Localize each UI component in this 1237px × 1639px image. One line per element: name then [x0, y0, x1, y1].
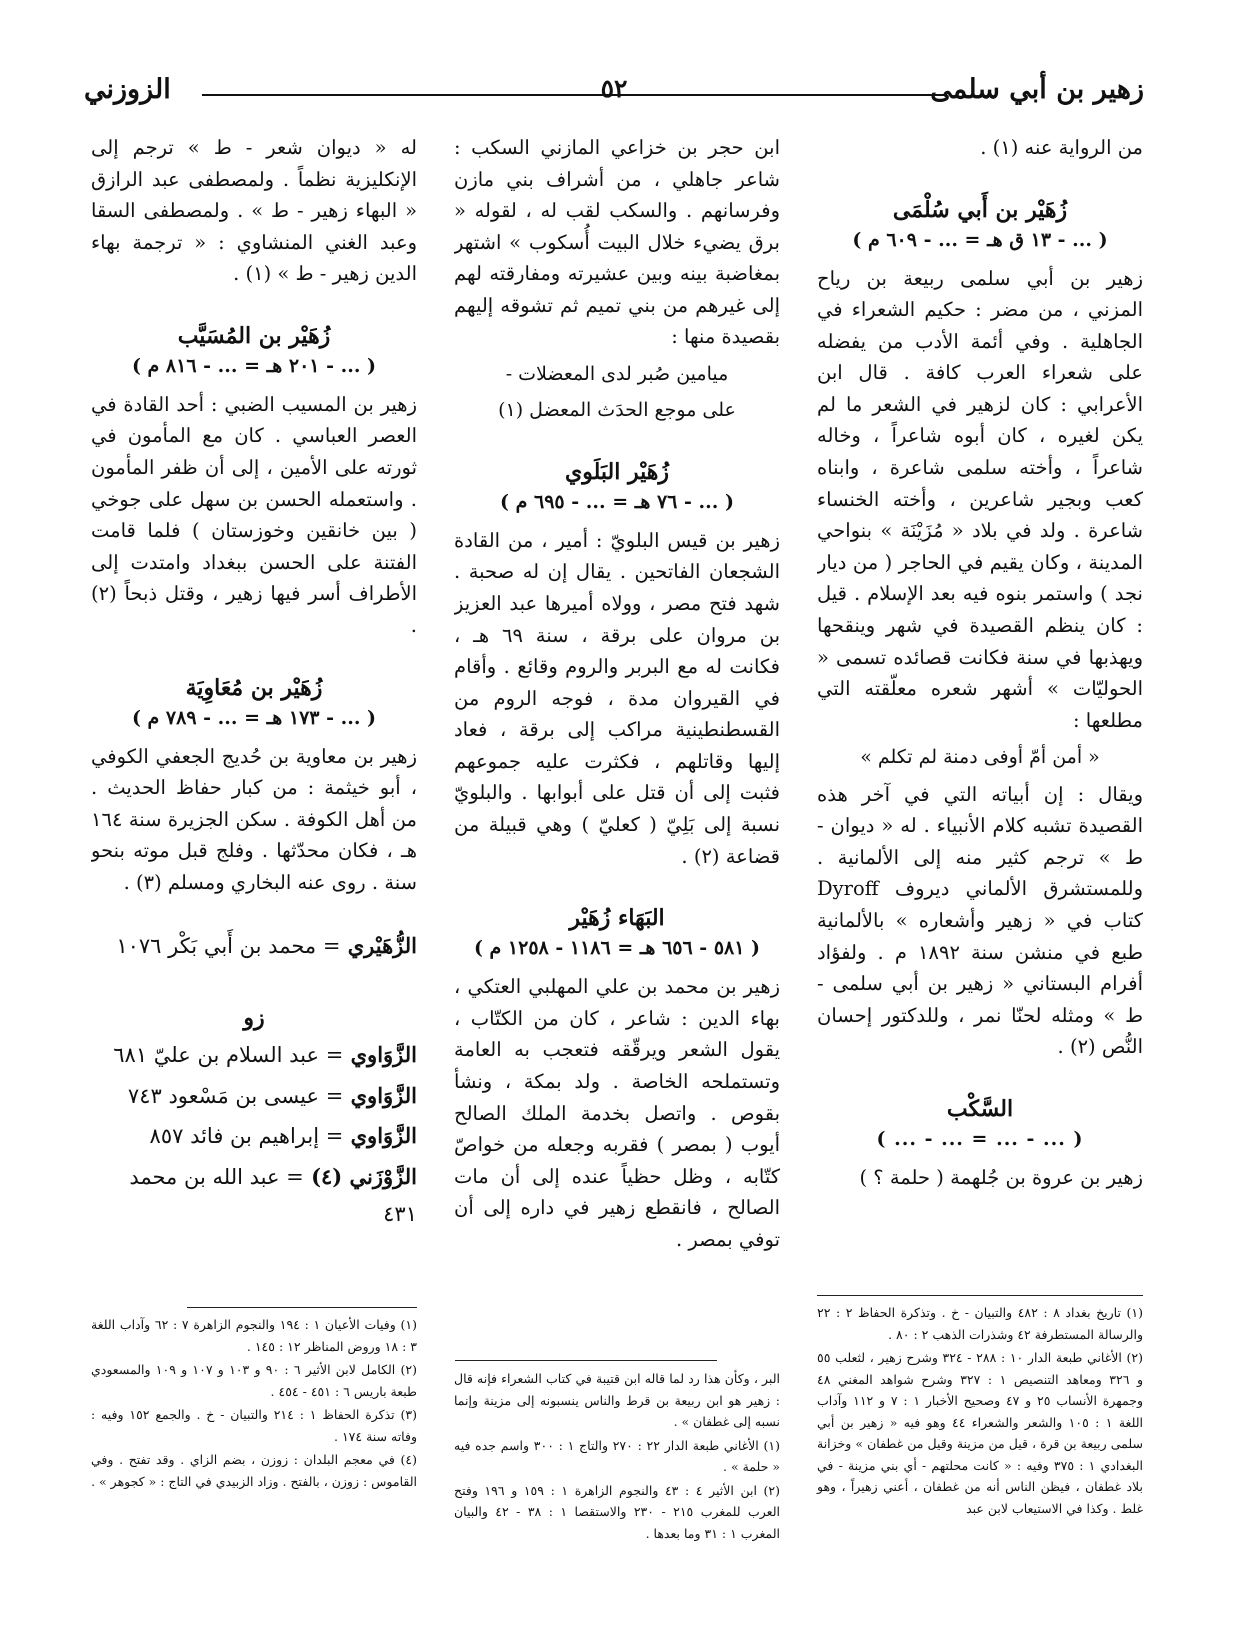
- verse: على موجع الحدَث المعضل (١): [498, 399, 736, 422]
- entry-body: زهير بن أبي سلمى ربيعة بن رياح المزني ، من مضر : حكيم الشعراء في الجاهلية . وفي أئمة الأدب من يفضله على شعراء العرب كافة . قال ابن الأعرابي : كان لزهير في الشعر ما لم يكن لغيره ، كان أبوه شاعراً ، وخاله شاعراً ، وأخته سلمى شاعرة ، وابناه كعب وبجير شاعرين ، وأخته الخنساء شاعرة . ولد في بلاد « مُزَيْنَة » بنواحي المدينة ، وكان يقيم في الحاجر ( من ديار نجد ) واستمر بنوه فيه بعد الإسلام . قيل : كان ينظم القصيدة في شهر وينقحها ويهذبها في سنة فكانت قصائده تسمى « الحوليّات » أشهر شعره معلّقته التي مطلعها :: [817, 266, 1143, 732]
- footnote: (٣) تذكرة الحفاظ ١ : ٢١٤ والتبيان - خ . والجمع ١٥٢ وفيه : وفاته سنة ١٧٤ .: [91, 1407, 417, 1444]
- entry-title: زُهَيْر بن مُعَاوِيَة: [185, 674, 323, 701]
- cross-reference: [91, 1159, 417, 1232]
- xref-term: الزُّهَيْري: [347, 933, 417, 959]
- entry-title: زُهَيْر بن أَبي سُلْمَى: [892, 196, 1068, 223]
- entry-body: ويقال : إن أبياته التي في آخر هذه القصيدة تشبه كلام الأنبياء . له « ديوان - ط » ترجم كثير منه إلى الألمانية . وللمستشرق الألماني ديروف Dyroff كتاب في « زهير وأشعاره » بالألمانية طبع في منشن سنة ١٨٩٢ م . ولفؤاد أفرام البستاني « زهير بن أبي سلمى - ط » ومثله لحنّا نمر ، وللدكتور إحسان النُّص (٢) .: [817, 782, 1143, 1059]
- page-number: ٥٢: [600, 74, 628, 103]
- xref-target: = إبراهيم بن فائد ٨٥٧: [149, 1124, 344, 1149]
- cross-reference: [91, 1037, 417, 1074]
- footnote: (٤) في معجم البلدان : زوزن ، بضم الزاي . وقد تفتح . وفي القاموس : زوزن ، بالفتح . وزاد الزبيدي في التاج : « كجوهر » .: [91, 1452, 417, 1489]
- section-heading: زو: [243, 1005, 265, 1032]
- footnote-rule: [187, 1307, 417, 1308]
- xref-target: = عبد السلام بن عليّ ٦٨١: [113, 1043, 344, 1068]
- entry-dates: ( ... - ٢٠١ هـ = ... - ٨١٦ م ): [131, 354, 377, 377]
- cross-reference: [91, 1078, 417, 1115]
- continued-text: له « ديوان شعر - ط » ترجم إلى الإنكليزية نظماً . ولمصطفى عبد الرازق « البهاء زهير - ط » . ولمصطفى السقا وعبد الغني المنشاوي : « ترجمة بهاء الدين زهير - ط » (١) .: [91, 136, 417, 286]
- cross-reference: [91, 928, 417, 965]
- verse: « أمن أمّ أوفى دمنة لم تكلم »: [860, 746, 1100, 769]
- entry-body: زهير بن عروة بن جُلهمة ( حلمة ؟ ): [859, 1165, 1143, 1189]
- xref-target: = عبد الله بن محمد ٤٣١: [129, 1165, 417, 1226]
- xref-target: = محمد بن أَبي بَكْر ١٠٧٦: [116, 934, 341, 959]
- entry-dates: ( ... - ١٧٣ هـ = ... - ٧٨٩ م ): [131, 706, 377, 729]
- footnote: (١) تاريخ بغداد ٨ : ٤٨٢ والتبيان - خ . وتذكرة الحفاظ ٢ : ٢٢ والرسالة المستطرفة ٤٢ وشذرات الذهب ٢ : ٨٠ .: [817, 1305, 1143, 1342]
- continued-text: ابن حجر بن خزاعي المازني السكب : شاعر جاهلي ، من أشراف بني مازن وفرسانهم . والسكب لقب له ، لقوله « برق يضيء خلال البيت أُسكوب » اشتهر بمغاضبة بينه وبين عشيرته ومفارقته لهم إلى غيرهم من بني تميم ثم تشوقه إليهم بقصيدة منها :: [454, 136, 780, 349]
- entry-dates: ( ... - ١٣ ق هـ = ... - ٦٠٩ م ): [852, 228, 1108, 251]
- footnotes-middle: [454, 1368, 780, 1546]
- footnote: (٢) الكامل لابن الأثير ٦ : ٩٠ و ١٠٣ و ١٠٧ و ١٠٩ والمسعودي طبعة باريس ٦ : ٤٥١ - ٤٥٤ .: [91, 1362, 417, 1399]
- xref-term: الزَّوَاوي: [350, 1123, 417, 1149]
- entry-dates: ( ... - ٧٦ هـ = ... - ٦٩٥ م ): [500, 490, 734, 513]
- column-middle: [454, 132, 780, 1282]
- entry-title: زُهَيْر البَلَوي: [565, 458, 669, 485]
- column-left: [91, 132, 417, 1282]
- footnote: (٢) ابن الأثير ٤ : ٤٣ والنجوم الزاهرة ١ : ١٥٩ و ١٩٦ وفتح العرب للمغرب ٢١٥ - ٢٣٠ والاستقصا ١ : ٣٨ - ٤٢ والبيان المغرب ١ : ٣١ وما بعدها .: [454, 1482, 780, 1541]
- entry-body: زهير بن المسيب الضبي : أحد القادة في العصر العباسي . كان مع المأمون في ثورته على الأمين ، إلى أن ظفر المأمون . واستعمله الحسن بن سهل على جوخي ( بين خانقين وخوزستان ) فلما قامت الفتنة على الحسن ببغداد وامتدت إلى الأطراف أسر فيها زهير ، وقتل ذبحاً (٢) .: [91, 392, 417, 637]
- entry-dates: ( ٥٨١ - ٦٥٦ هـ = ١١٨٦ - ١٢٥٨ م ): [473, 937, 761, 960]
- entry-body: زهير بن محمد بن علي المهلبي العتكي ، بهاء الدين : شاعر ، كان من الكتّاب ، يقول الشعر ويرقّقه فتعجب به العامة وتستملحه الخاصة . ولد بمكة ، ونشأ بقوص . واتصل بخدمة الملك الصالح أيوب ( بمصر ) فقربه وجعله من خواصّ كتّابه ، وظل حظياً عنده إلى أن مات الصالح ، فانقطع زهير في داره إلى أن توفي بمصر .: [454, 975, 780, 1251]
- footnote-rule: [455, 1360, 717, 1361]
- entry-body: زهير بن معاوية بن حُديج الجعفي الكوفي ، أبو خيثمة : من كبار حفاظ الحديث . من أهل الكوفة . سكن الجزيرة سنة ١٦٤ هـ ، فكان محدّثها . وفلج قبل موته بنحو سنة . روى عنه البخاري ومسلم (٣) .: [91, 744, 417, 894]
- footnote: البر ، وكأن هذا رد لما قاله ابن قتيبة في كتاب الشعراء فإنه قال : زهير هو ابن ربيعة بن قرط والناس ينسبونه إلى مزينة وإنما نسبه إلى غطفان » .: [454, 1371, 780, 1429]
- footnotes-left: [91, 1314, 417, 1494]
- xref-term: الزَّوَاوي: [350, 1082, 417, 1108]
- running-title-left: الزوزني: [84, 74, 171, 105]
- xref-term: الزَّوَاوي: [350, 1042, 417, 1068]
- footnote: (٢) الأغاني طبعة الدار ١٠ : ٢٨٨ - ٣٢٤ وشرح زهير ، لثعلب ٥٥ و ٣٢٦ ومعاهد التنصيص ١ : ٣٢٧ وشرح شواهد المغني ٤٨ وجمهرة الأنساب ٢٥ و ٤٧ وصحيح الأخبار ١ : ٧ و ١١٢ وآداب اللغة ١ : ١٠٥ والشعر والشعراء ٤٤ وهو فيه « زهير بن أبي سلمى ربيعة بن قرة ، قيل من مزينة وقيل من غطفان » وخزانة البغدادي ١ : ٣٧٥ وفيه : « كانت محلتهم - أي بني مزينة - في بلاد غطفان ، فيظن الناس أنه من غطفان ، أعني زهيراً ، وهو غلط . وكذا في الاستيعاب لابن عبد: [817, 1350, 1144, 1516]
- entry-title: زُهَيْر بن المُسَيَّب: [177, 322, 331, 349]
- running-title-right: زهير بن أبي سلمى: [930, 74, 1144, 105]
- entry-body: زهير بن قيس البلويّ : أمير ، من القادة الشجعان الفاتحين . يقال إن له صحبة . شهد فتح مصر ، وولاه أميرها عبد العزيز بن مروان على برقة ، سنة ٦٩ هـ ، فكانت له مع البربر والروم وقائع . وأقام في القيروان مدة ، فوجه الروم من القسطنطينية مراكب إلى برقة ، فعاد إليها وقاتلهم ، فكثرت عليه جموعهم فثبت إلى أن قتل على أبوابها . والبلويّ نسبة إلى بَلِيّ ( كعليّ ) وهي قبيلة من قضاعة (٢) .: [454, 528, 780, 868]
- continued-text: من الرواية عنه (١) .: [980, 136, 1143, 159]
- verse: ميامين صُبر لدى المعضلات -: [505, 363, 729, 386]
- xref-term: الزَّوْزَني (٤): [311, 1164, 417, 1190]
- footnote-rule: [817, 1295, 1143, 1296]
- entry-title: السَّكْب: [946, 1095, 1014, 1122]
- footnote: (١) الأغاني طبعة الدار ٢٢ : ٢٧٠ والتاج ١ : ٣٠٠ واسم جده فيه « حلمة » .: [454, 1437, 780, 1474]
- entry-title: البَهَاء زُهَيْر: [569, 905, 665, 932]
- footnote: (١) وفيات الأعيان ١ : ١٩٤ والنجوم الزاهرة ٧ : ٦٢ وآداب اللغة ٣ : ١٨ وروض المناظر ١٢ : ١٤٥ .: [91, 1317, 417, 1354]
- page-header: [84, 74, 1144, 114]
- column-right: [817, 132, 1143, 1282]
- cross-reference: [91, 1118, 417, 1155]
- entry-dates: ( ... - ... = ... - ... ): [876, 1127, 1084, 1150]
- header-rule-left: [202, 94, 602, 96]
- footnotes-right: [817, 1302, 1143, 1521]
- xref-target: = عيسى بن مَسْعود ٧٤٣: [127, 1083, 344, 1108]
